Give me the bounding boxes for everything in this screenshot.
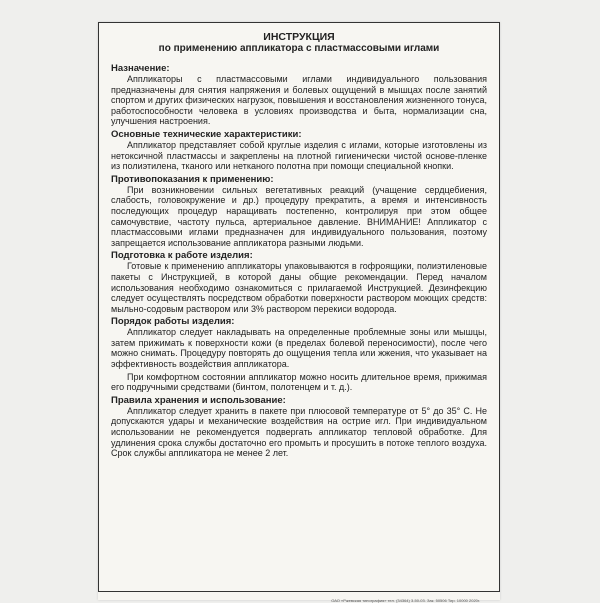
section-paragraph: Аппликатор представляет собой круглые изделия с иглами, которые изготовлены из нетоксичной пластмассы и закреплены на плотной гигиенически чистой основе-пленке из полиэтилена, тканого или нетканого полотна при помощи специальной кнопки. xyxy=(111,139,487,172)
section-heading: Основные технические характеристики: xyxy=(111,128,302,140)
section xyxy=(111,63,487,127)
section-paragraph: При комфортном состоянии аппликатор можно носить длительное время, прижимая его подручными средствами (бинтом, полотенцем и т. д.). xyxy=(111,371,487,393)
section xyxy=(111,129,487,172)
instruction-sheet xyxy=(98,22,500,603)
section-paragraph: Готовые к применению аппликаторы упаковываются в гофроящики, полиэтиленовые пакеты с Инструкцией, в которой даны общие рекомендации. Перед началом использования необходимо ознакомиться с прилагаемой Инструкцией. Дезинфекцию следует осуществлять посредством обработки поверхности раствором моющих средств: мыльно-содовым раствором или 3% раствором перекиси водорода. xyxy=(111,261,487,314)
document-title: ИНСТРУКЦИЯ xyxy=(263,31,335,43)
section-heading: Назначение: xyxy=(111,63,170,74)
section-heading: Подготовка к работе изделия: xyxy=(111,250,253,262)
section xyxy=(111,395,487,459)
section-heading: Правила хранения и использование: xyxy=(111,394,286,406)
document-body xyxy=(111,63,487,459)
section-paragraph: При возникновении сильных вегетативных реакций (учащение сердцебиения, слабость, головокружение и др.) процедуру прекратить, а время и интенсивность последующих процедур наращивать постепенно, контролируя при этом общее самочувствие, частоту пульса, артериальное давление. ВНИМАНИЕ! Аппликатор с пластмассовыми иглами предназначен для индивидуального пользования, поэтому запрещается использование аппликатора разными людьми. xyxy=(111,184,487,248)
section xyxy=(111,174,487,249)
document-subtitle: по применению аппликатора с пластмассовыми иглами xyxy=(158,43,440,54)
section xyxy=(111,316,487,393)
section-paragraph: Аппликаторы с пластмассовыми иглами индивидуального пользования предназначены для снятия напряжения и болевых ощущений в мышцах после занятий спортом и других физических нагрузок, повышения и восстановления жизненного тонуса, работоспособности человека в условиях производства и быта, нормализации сна, улучшения настроения. xyxy=(111,74,488,127)
section-heading: Порядок работы изделия: xyxy=(111,316,235,328)
document-frame xyxy=(98,22,500,592)
printer-footer: ОАО «Ржевская типография» тел. (34364) 3-50-03. Зак. 50506 Тир. 10000 2020г. xyxy=(331,598,480,603)
section-heading: Противопоказания к применению: xyxy=(111,173,274,185)
section-paragraph: Аппликатор следует накладывать на определенные проблемные зоны или мышцы, затем прижимать к поверхности кожи (в пределах болевой переносимости), после чего можно снимать. Процедуру повторять до ощущения тепла или жжения, что указывает на эффективность воздействия аппликатора. xyxy=(111,327,487,370)
section-paragraph: Аппликатор следует хранить в пакете при плюсовой температуре от 5° до 35° С. Не допускаются удары и механические воздействия на острие игл. При индивидуальном использовании не рекомендуется подвергать аппликатор тепловой обработке. Для удлинения срока службы достаточно его промыть и просушить в потоке теплого воздуха. Срок службы аппликатора не менее 2 лет. xyxy=(111,405,487,459)
section xyxy=(111,250,487,314)
